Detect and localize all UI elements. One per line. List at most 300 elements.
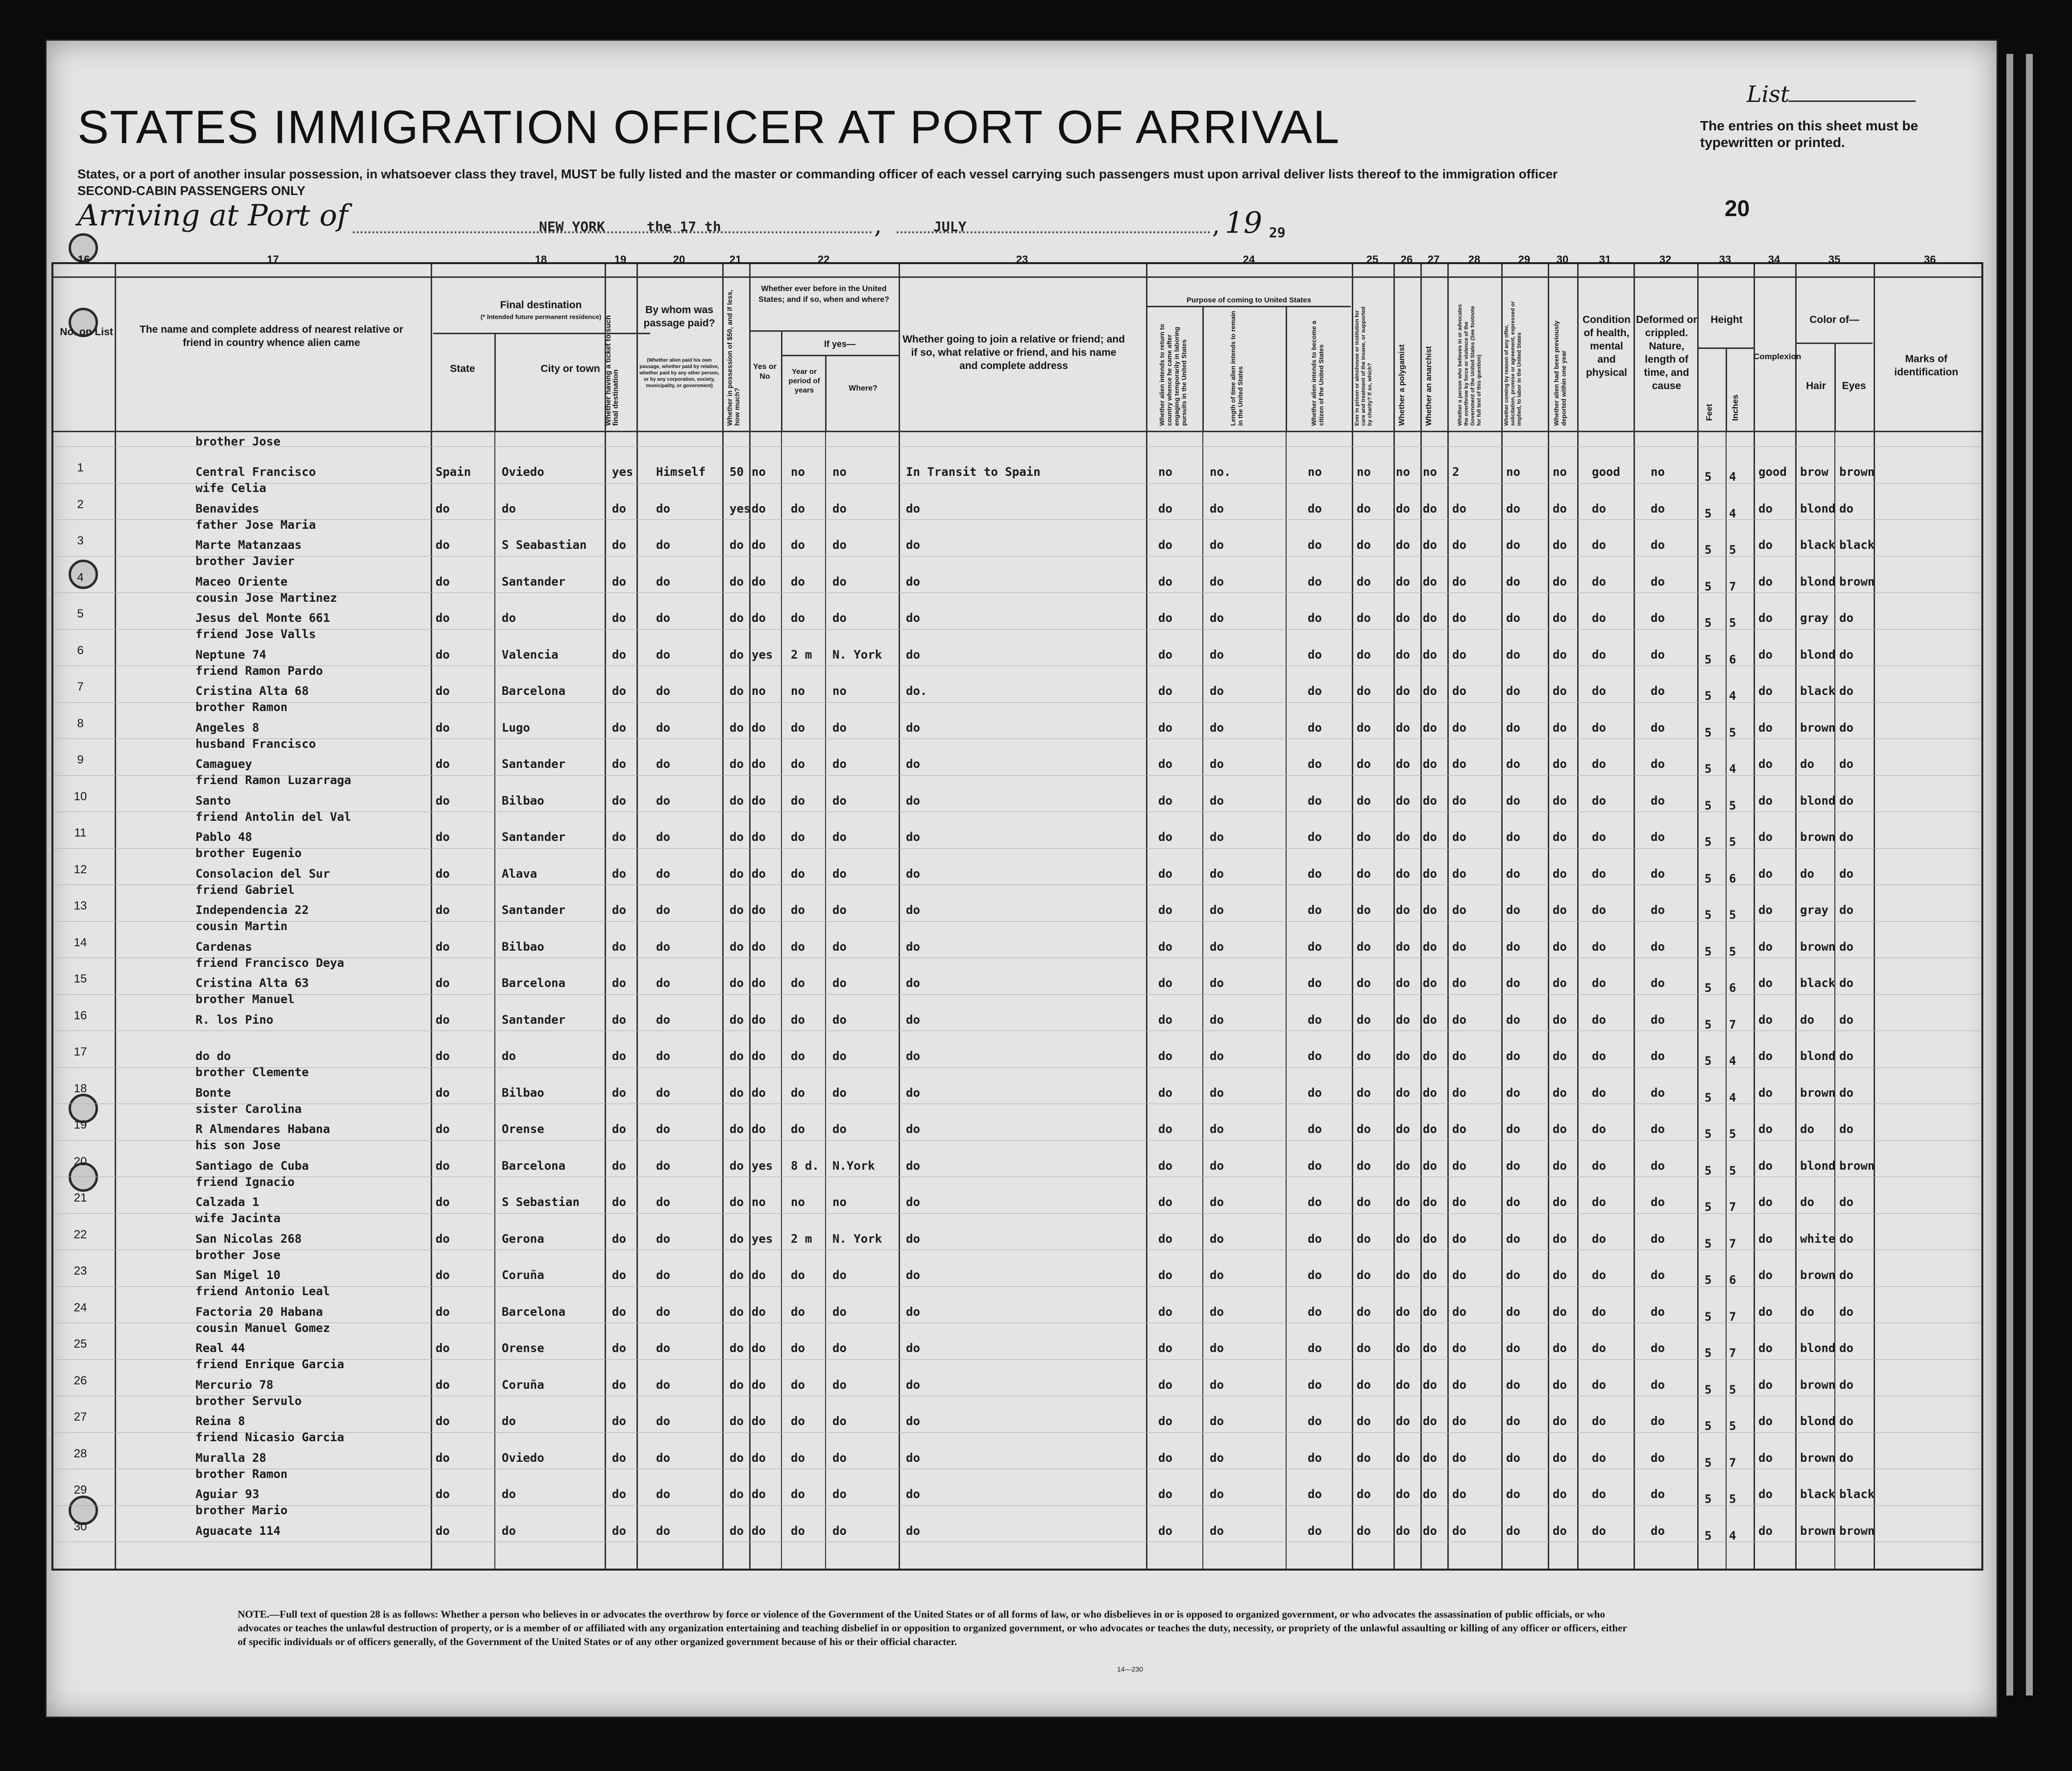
cell-city: do [502, 1487, 516, 1501]
column-rule [636, 264, 638, 1569]
cell-hair: do [1800, 757, 1814, 771]
cell-join: do [906, 1268, 920, 1282]
cell-q29: do [1506, 1195, 1520, 1209]
cell-city: Orense [502, 1122, 544, 1136]
cell-feet: 5 [1705, 908, 1712, 922]
cell-eyes: do [1839, 647, 1853, 662]
cell-feet: 5 [1705, 543, 1712, 557]
column-number: 19 [614, 253, 627, 266]
cell-q28: do [1452, 793, 1466, 808]
cell-paid: do [656, 903, 670, 917]
column-number: 25 [1366, 253, 1379, 266]
cell-deformed: do [1651, 939, 1665, 954]
cell-q28: do [1452, 611, 1466, 625]
cell-health: good [1592, 465, 1620, 479]
column-sub-rule [1202, 306, 1204, 431]
cell-q29: do [1506, 647, 1520, 662]
cell-q24b: do [1210, 830, 1224, 844]
column-rule [1577, 264, 1579, 1569]
cell-rel-addr: Neptune 74 [195, 647, 267, 662]
cell-q29: do [1506, 976, 1520, 990]
cell-city: Bilbao [502, 939, 544, 954]
cell-money: do [730, 1414, 744, 1428]
header-city: City or town [540, 363, 600, 374]
cell-no: 19 [73, 1118, 87, 1131]
cell-paid: do [656, 574, 670, 589]
cell-q30: do [1553, 1377, 1567, 1392]
header-deformed: Deformed or crippled. Nature, length of time, and cause [1636, 314, 1697, 392]
cell-hair: brown [1800, 1377, 1836, 1392]
cell-city: Gerona [502, 1231, 544, 1246]
cell-ticket: do [612, 1377, 626, 1392]
cell-q25: do [1357, 1377, 1371, 1392]
cell-relative-name: friend Gabriel [195, 883, 295, 897]
cell-where: do [832, 720, 847, 735]
cell-join: do [906, 611, 920, 625]
cell-state: do [436, 1012, 450, 1027]
cell-deformed: do [1651, 720, 1665, 735]
cell-q28: do [1452, 538, 1466, 552]
cell-city: Santander [502, 757, 566, 771]
cell-deformed: do [1651, 647, 1665, 662]
cell-no: 25 [73, 1337, 87, 1351]
cell-health: do [1592, 1341, 1606, 1355]
cell-q24b: do [1210, 1085, 1224, 1100]
column-number: 20 [673, 253, 685, 266]
cell-yrs: do [791, 1049, 805, 1063]
cell-ticket: do [612, 647, 626, 662]
cell-deformed: do [1651, 501, 1665, 516]
cell-q28: do [1452, 574, 1466, 589]
purpose-rule [1146, 306, 1351, 307]
header-if-yes: If yes— [824, 339, 856, 349]
cell-state: do [436, 830, 450, 844]
cell-q25: do [1357, 830, 1371, 844]
cell-join: do [906, 538, 920, 552]
header-no-on-list: No. on List [60, 326, 113, 338]
cell-deformed: do [1651, 1377, 1665, 1392]
cell-q27: do [1423, 1451, 1437, 1465]
cell-paid: do [656, 1231, 670, 1246]
cell-q25: do [1357, 1049, 1371, 1063]
cell-ticket: do [612, 538, 626, 552]
cell-deformed: do [1651, 830, 1665, 844]
cell-rel-addr: Real 44 [195, 1341, 245, 1355]
cell-hair: gray [1800, 903, 1828, 917]
cell-relative-name: friend Ramon Luzarraga [195, 773, 351, 787]
cell-where: do [832, 501, 847, 516]
cell-relative-name: cousin Jose Martinez [195, 590, 337, 605]
cell-q29: do [1506, 501, 1520, 516]
cell-q24c: no [1308, 465, 1322, 479]
cell-complexion: do [1758, 501, 1773, 516]
cell-no: 18 [73, 1082, 87, 1095]
cell-q24a: do [1158, 1049, 1172, 1063]
column-number: 28 [1468, 253, 1481, 266]
header-q29: Whether coming by reason of any offer, solicitation, promise or agreement, expressed or implied, to labor in the United States [1504, 301, 1522, 426]
cell-city: Bilbao [502, 1085, 544, 1100]
cell-paid: do [656, 1304, 670, 1319]
cell-yrs: do [791, 1012, 805, 1027]
cell-q25: do [1357, 684, 1371, 698]
cell-q29: do [1506, 1341, 1520, 1355]
cell-ticket: do [612, 830, 626, 844]
cell-money: do [730, 1195, 744, 1209]
cell-no: 24 [73, 1301, 87, 1314]
cell-deformed: do [1651, 1049, 1665, 1063]
cell-where: no [832, 1195, 847, 1209]
cell-yrs: 8 d. [791, 1158, 819, 1173]
cell-where: do [832, 830, 847, 844]
cell-money: do [730, 1268, 744, 1282]
cell-q30: do [1553, 757, 1567, 771]
cell-q26: do [1396, 611, 1410, 625]
cell-state: do [436, 976, 450, 990]
height-rule [1699, 347, 1754, 349]
cell-money: do [730, 866, 744, 881]
cabin-class: SECOND-CABIN PASSENGERS ONLY [77, 183, 306, 198]
column-number: 32 [1659, 253, 1672, 266]
cell-yn: no [752, 465, 766, 479]
cell-money: do [730, 1341, 744, 1355]
cell-state: do [436, 1451, 450, 1465]
cell-hair: brown [1800, 830, 1836, 844]
header-ticket: Whether having a ticket to such final destination [604, 315, 620, 426]
cell-q24c: do [1308, 1012, 1322, 1027]
cell-ticket: do [612, 1122, 626, 1136]
cell-money: do [730, 538, 744, 552]
page-title: STATES IMMIGRATION OFFICER AT PORT OF ARRIVAL [77, 101, 1341, 153]
cell-deformed: do [1651, 903, 1665, 917]
cell-feet: 5 [1705, 1236, 1712, 1251]
cell-hair: blond [1800, 1341, 1836, 1355]
cell-yrs: do [791, 574, 805, 589]
cell-q29: do [1506, 538, 1520, 552]
cell-yrs: do [791, 866, 805, 881]
cell-paid: do [656, 830, 670, 844]
cell-ticket: do [612, 1268, 626, 1282]
cell-yn: do [752, 720, 766, 735]
cell-q26: do [1396, 1195, 1410, 1209]
cell-money: do [730, 793, 744, 808]
cell-q26: do [1396, 574, 1410, 589]
column-sub-rule [1202, 431, 1203, 1569]
header-anarchist: Whether an anarchist [1425, 346, 1433, 426]
cell-paid: do [656, 1195, 670, 1209]
cell-yrs: do [791, 1451, 805, 1465]
cell-q24b: do [1210, 647, 1224, 662]
before-us-rule [750, 330, 899, 332]
cell-ticket: do [612, 1524, 626, 1538]
cell-state: do [436, 1122, 450, 1136]
column-rule [1633, 264, 1635, 1569]
cell-ticket: do [612, 611, 626, 625]
cell-q25: do [1357, 1414, 1371, 1428]
cell-health: do [1592, 939, 1606, 954]
cell-paid: do [656, 976, 670, 990]
cell-yrs: no [791, 684, 805, 698]
header-final-destination: Final destination [500, 299, 582, 311]
cell-q27: do [1423, 538, 1437, 552]
cell-eyes: do [1839, 1195, 1853, 1209]
cell-complexion: do [1758, 830, 1773, 844]
cell-no: 28 [73, 1447, 87, 1460]
cell-no: 23 [73, 1264, 87, 1278]
column-number-rule [53, 276, 1981, 278]
cell-no: 1 [77, 461, 84, 474]
cell-deformed: do [1651, 1524, 1665, 1538]
cell-state: do [436, 720, 450, 735]
cell-q30: do [1553, 1085, 1567, 1100]
cell-health: do [1592, 1451, 1606, 1465]
cell-no: 29 [73, 1483, 87, 1497]
cell-yrs: do [791, 939, 805, 954]
cell-state: do [436, 1414, 450, 1428]
cell-q28: do [1452, 757, 1466, 771]
cell-where: do [832, 866, 847, 881]
cell-join: do. [906, 684, 927, 698]
cell-inches: 7 [1729, 1455, 1736, 1470]
header-purpose: Purpose of coming to United States [1186, 296, 1312, 304]
cell-relative-name: friend Antolin del Val [195, 810, 351, 824]
cell-deformed: do [1651, 1451, 1665, 1465]
cell-eyes: do [1839, 1451, 1853, 1465]
row-rule [53, 556, 1981, 557]
cell-hair: brown [1800, 1085, 1836, 1100]
cell-city: Oviedo [502, 465, 544, 479]
cell-rel-addr: Cristina Alta 68 [195, 684, 309, 698]
cell-feet: 5 [1705, 1273, 1712, 1287]
cell-city: Barcelona [502, 684, 566, 698]
cell-health: do [1592, 1377, 1606, 1392]
cell-where: do [832, 1487, 847, 1501]
cell-state: do [436, 1049, 450, 1063]
cell-hair: gray [1800, 611, 1828, 625]
cell-health: do [1592, 1195, 1606, 1209]
cell-city: Barcelona [502, 976, 566, 990]
cell-q26: do [1396, 1524, 1410, 1538]
cell-city: do [502, 1414, 516, 1428]
cell-where: do [832, 1122, 847, 1136]
cell-q24a: do [1158, 939, 1172, 954]
cell-money: do [730, 757, 744, 771]
cell-join: do [906, 720, 920, 735]
cell-q24b: do [1210, 757, 1224, 771]
cell-q27: do [1423, 757, 1437, 771]
header-feet: Feet [1705, 404, 1714, 421]
cell-yn: do [752, 538, 766, 552]
header-by-whom: By whom was passage paid? [643, 304, 715, 329]
cell-eyes: do [1839, 1085, 1853, 1100]
cell-yrs: 2 m [791, 647, 812, 662]
column-sub-rule [494, 431, 495, 1569]
cell-relative-name: cousin Manuel Gomez [195, 1321, 330, 1335]
cell-q24c: do [1308, 757, 1322, 771]
cell-deformed: do [1651, 793, 1665, 808]
cell-q24a: do [1158, 1231, 1172, 1246]
cell-q29: do [1506, 866, 1520, 881]
cell-q24c: do [1308, 976, 1322, 990]
cell-q27: do [1423, 1268, 1437, 1282]
cell-q25: do [1357, 1085, 1371, 1100]
cell-q30: do [1553, 866, 1567, 881]
cell-q24b: do [1210, 939, 1224, 954]
cell-state: do [436, 1341, 450, 1355]
form-number: 14—230 [1117, 1665, 1143, 1673]
cell-q29: do [1506, 1524, 1520, 1538]
row-rule [53, 1140, 1981, 1141]
cell-where: do [832, 1414, 847, 1428]
cell-q24c: do [1308, 1122, 1322, 1136]
cell-q24c: do [1308, 1377, 1322, 1392]
column-rule [1874, 264, 1875, 1569]
cell-q24c: do [1308, 1085, 1322, 1100]
cell-q24b: do [1210, 1304, 1224, 1319]
cell-feet: 5 [1705, 1017, 1712, 1032]
cell-inches: 4 [1729, 506, 1736, 520]
cell-no: 14 [73, 935, 87, 949]
cell-relative-name: wife Jacinta [195, 1211, 281, 1225]
column-sub-rule [781, 431, 782, 1569]
cell-hair: black [1800, 1487, 1836, 1501]
cell-q27: do [1423, 574, 1437, 589]
cell-q28: do [1452, 1158, 1466, 1173]
cell-health: do [1592, 976, 1606, 990]
cell-q25: do [1357, 939, 1371, 954]
cell-health: do [1592, 501, 1606, 516]
cell-join: do [906, 1304, 920, 1319]
cell-q24c: do [1308, 1414, 1322, 1428]
cell-paid: do [656, 1487, 670, 1501]
cell-q27: do [1423, 720, 1437, 735]
cell-q24a: do [1158, 1158, 1172, 1173]
cell-q26: do [1396, 684, 1410, 698]
cell-join: do [906, 976, 920, 990]
cell-feet: 5 [1705, 506, 1712, 520]
column-number: 26 [1400, 253, 1413, 266]
cell-where: do [832, 611, 847, 625]
cell-eyes: do [1839, 684, 1853, 698]
cell-eyes: do [1839, 1304, 1853, 1319]
cell-feet: 5 [1705, 616, 1712, 630]
cell-q30: do [1553, 647, 1567, 662]
cell-city: Orense [502, 1341, 544, 1355]
cell-q25: do [1357, 903, 1371, 917]
cell-where: do [832, 1341, 847, 1355]
cell-deformed: do [1651, 1085, 1665, 1100]
cell-yn: do [752, 1451, 766, 1465]
cell-q25: do [1357, 1158, 1371, 1173]
cell-join: do [906, 574, 920, 589]
cell-where: do [832, 793, 847, 808]
cell-q27: do [1423, 866, 1437, 881]
cell-no: 9 [77, 753, 84, 766]
cell-q24b: do [1210, 501, 1224, 516]
cell-q29: do [1506, 793, 1520, 808]
cell-q25: do [1357, 1304, 1371, 1319]
cell-inches: 5 [1729, 1163, 1736, 1178]
color-of-rule [1795, 343, 1873, 344]
cell-hair: blond [1800, 647, 1836, 662]
cell-q24a: do [1158, 1304, 1172, 1319]
cell-q24b: do [1210, 903, 1224, 917]
cell-where: no [832, 465, 847, 479]
header-prison: Ever in prison or almshouse or institution for care and treatment of the insane, or supported by charity? If so, which? [1354, 306, 1373, 426]
cell-q27: do [1423, 1377, 1437, 1392]
cell-q24c: do [1308, 1268, 1322, 1282]
cell-q30: do [1553, 1231, 1567, 1246]
cell-q24a: do [1158, 574, 1172, 589]
cell-q26: do [1396, 976, 1410, 990]
cell-q24a: do [1158, 757, 1172, 771]
column-sub-rule [825, 355, 827, 431]
cell-money: do [730, 1122, 744, 1136]
cell-relative-name: brother Mario [195, 1503, 288, 1517]
cell-city: Coruña [502, 1377, 544, 1392]
cell-q29: do [1506, 574, 1520, 589]
column-rule [1352, 264, 1353, 1569]
cell-complexion: do [1758, 1487, 1773, 1501]
cell-q26: do [1396, 793, 1410, 808]
cell-inches: 5 [1729, 1127, 1736, 1141]
cell-q24b: do [1210, 611, 1224, 625]
cell-q24b: do [1210, 1122, 1224, 1136]
cell-state: do [436, 611, 450, 625]
cell-hair: do [1800, 866, 1814, 881]
cell-health: do [1592, 830, 1606, 844]
cell-yn: do [752, 1268, 766, 1282]
cell-q24a: do [1158, 611, 1172, 625]
cell-yn: do [752, 830, 766, 844]
column-number: 17 [267, 253, 279, 266]
cell-ticket: do [612, 793, 626, 808]
header-complexion: Complexion [1754, 352, 1802, 361]
column-number: 16 [77, 253, 90, 266]
cell-state: do [436, 574, 450, 589]
cell-health: do [1592, 720, 1606, 735]
cell-money: 50 [730, 465, 744, 479]
cell-complexion: do [1758, 1012, 1773, 1027]
cell-rel-addr: Marte Matanzaas [195, 538, 302, 552]
cell-yrs: do [791, 1377, 805, 1392]
cell-complexion: do [1758, 903, 1773, 917]
cell-q25: do [1357, 647, 1371, 662]
cell-q25: do [1357, 1122, 1371, 1136]
cell-q30: do [1553, 1451, 1567, 1465]
cell-yn: yes [752, 1231, 773, 1246]
cell-q29: do [1506, 611, 1520, 625]
row-rule [53, 629, 1981, 630]
cell-q27: do [1423, 1158, 1437, 1173]
cell-join: do [906, 1487, 920, 1501]
cell-city: S Sebastian [502, 1195, 580, 1209]
header-hair: Hair [1806, 380, 1826, 392]
cell-q26: do [1396, 866, 1410, 881]
cell-ticket: do [612, 501, 626, 516]
cell-complexion: do [1758, 611, 1773, 625]
cell-q27: do [1423, 611, 1437, 625]
cell-q24b: do [1210, 793, 1224, 808]
cell-join: do [906, 1158, 920, 1173]
cell-yn: do [752, 866, 766, 881]
cell-q24c: do [1308, 647, 1322, 662]
cell-yn: do [752, 1012, 766, 1027]
cell-health: do [1592, 574, 1606, 589]
cell-q29: do [1506, 1304, 1520, 1319]
cell-q24c: do [1308, 1341, 1322, 1355]
cell-inches: 5 [1729, 835, 1736, 849]
cell-q26: do [1396, 647, 1410, 662]
